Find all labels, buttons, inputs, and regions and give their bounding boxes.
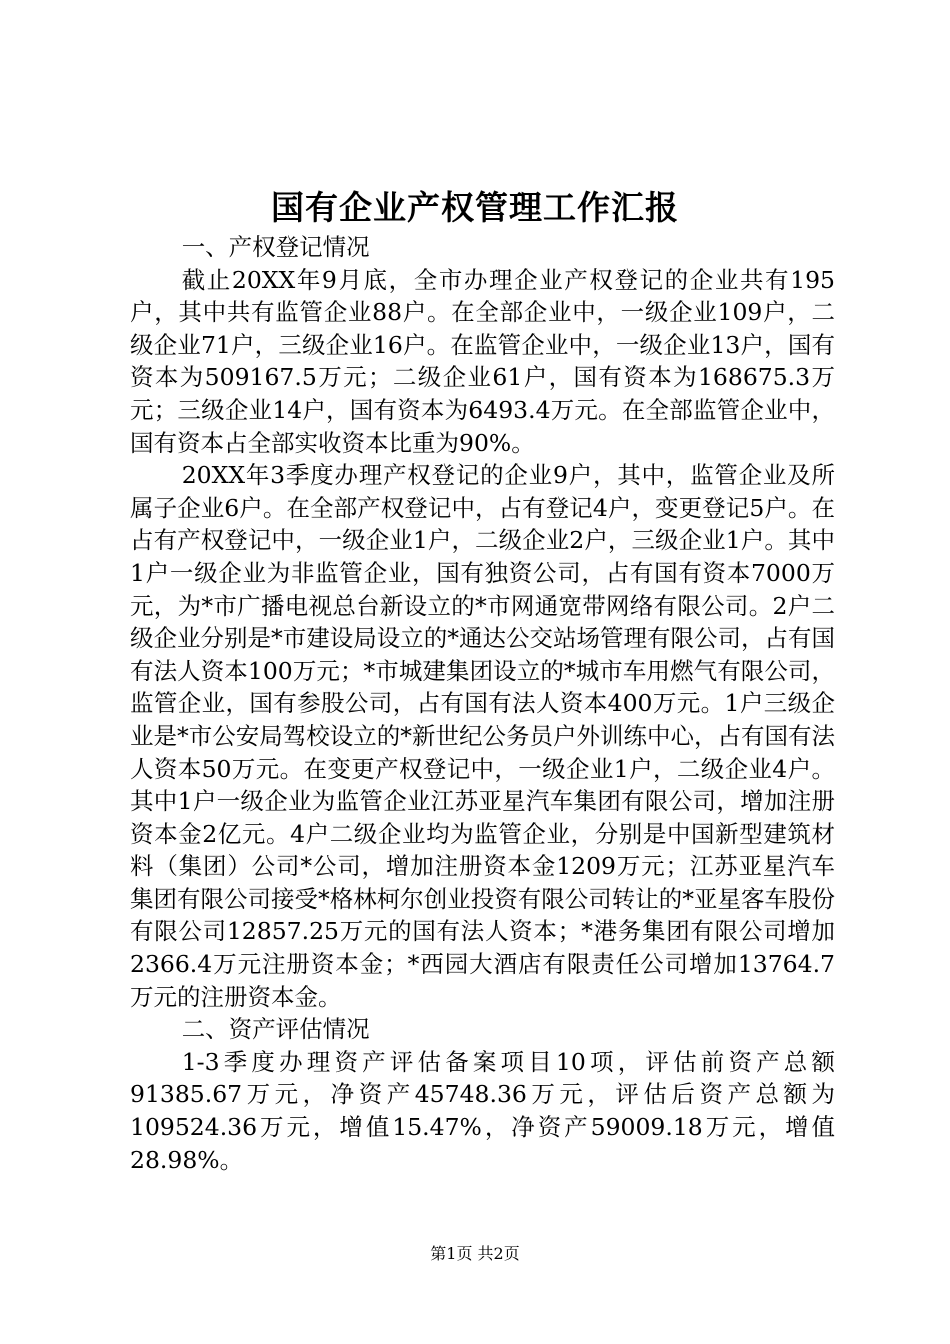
paragraph: 截止20XX年9月底，全市办理企业产权登记的企业共有195户，其中共有监管企业88户。在全部企业中，一级企业109户，二级企业71户，三级企业16户。在监管企业中，一级企业13户，国有资本为509167.5万元；二级企业61户，国有资本为168675.3万元；三级企业14户，国有资本为6493.4万元。在全部监管企业中，国有资本占全部实收资本比重为90%。	[130, 265, 835, 457]
page-number-footer: 第1页 共2页	[430, 1244, 520, 1263]
section-heading: 二、资产评估情况	[181, 1015, 370, 1044]
paragraph: 20XX年3季度办理产权登记的企业9户，其中，监管企业及所属子企业6户。在全部产权登记中，占有登记4户，变更登记5户。在占有产权登记中，一级企业1户，二级企业2户，三级企业1户。其中1户一级企业为非监管企业，国有独资公司，占有国有资本7000万元，为*市广播电视总台新设立的*市网通宽带网络有限公司。2户二级企业分别是*市建设局设立的*通达公交站场管理有限公司，占有国有法人资本100万元；*市城建集团设立的*城市车用燃气有限公司，监管企业，国有参股公司，占有国有法人资本400万元。1户三级企业是*市公安局驾校设立的*新世纪公务员户外训练中心，占有国有法人资本50万元。在变更产权登记中，一级企业1户，二级企业4户。其中1户一级企业为监管企业江苏亚星汽车集团有限公司，增加注册资本金2亿元。4户二级企业均为监管企业，分别是中国新型建筑材料（集团）公司*公司，增加注册资本金1209万元；江苏亚星汽车集团有限公司接受*格林柯尔创业投资有限公司转让的*亚星客车股份有限公司12857.25万元的国有法人资本；*港务集团有限公司增加2366.4万元注册资本金；*西园大酒店有限责任公司增加13764.7万元的注册资本金。	[130, 461, 835, 1011]
document-body	[130, 231, 835, 1176]
section-heading: 一、产权登记情况	[181, 233, 370, 261]
document-title: 国有企业产权管理工作汇报	[271, 188, 679, 227]
paragraph: 1-3季度办理资产评估备案项目10项，评估前资产总额91385.67万元，净资产45748.36万元，评估后资产总额为109524.36万元，增值15.47%，净资产59009.18万元，增值28.98%。	[130, 1047, 835, 1174]
